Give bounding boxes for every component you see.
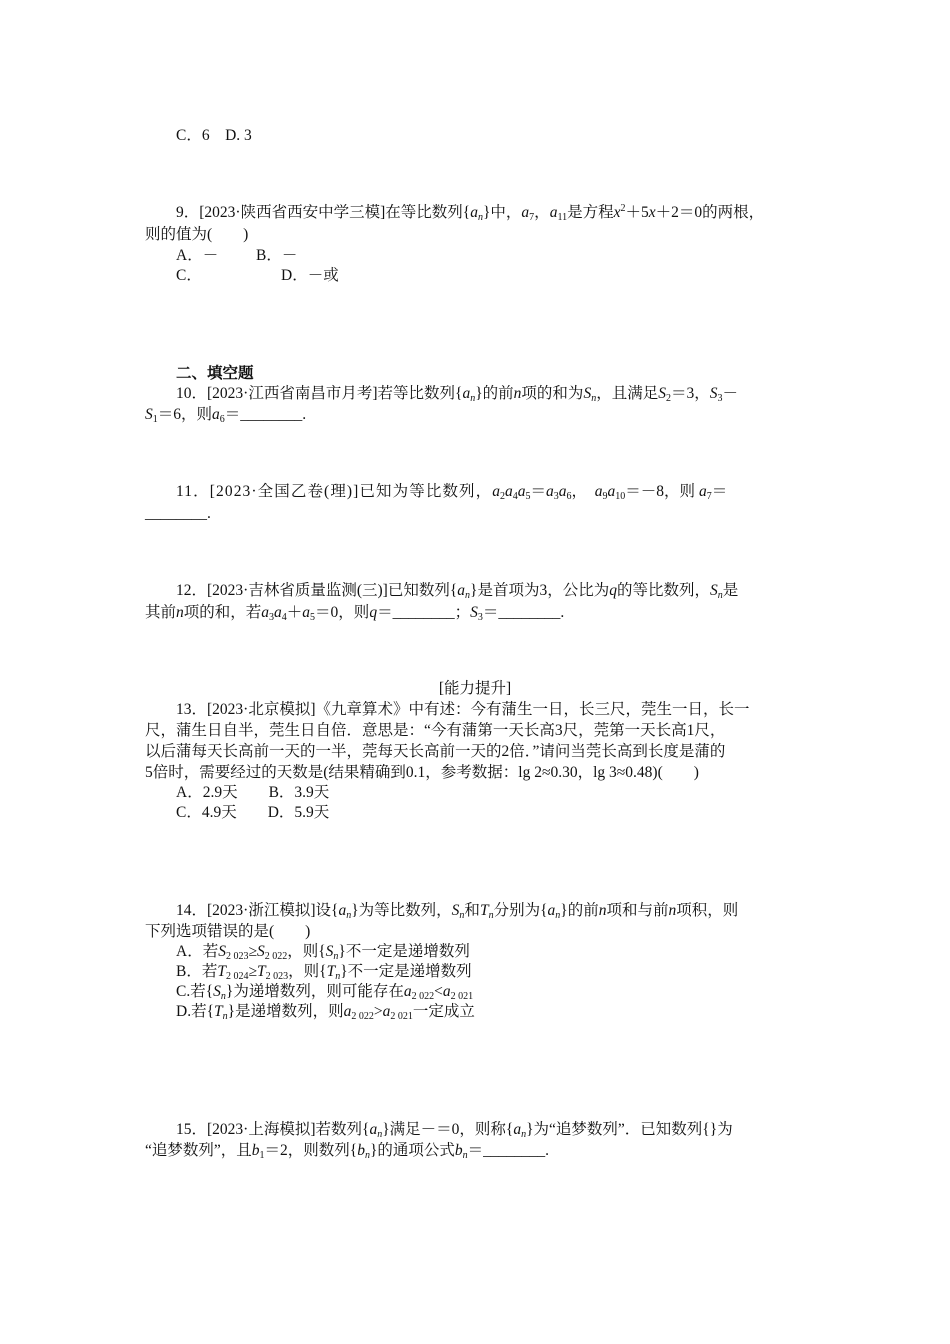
q9-text: ＋2＝0的两根， xyxy=(655,204,765,221)
var: a xyxy=(547,902,556,919)
sub: n xyxy=(521,1129,527,1140)
q11-number: 11． xyxy=(176,483,210,500)
sub: n xyxy=(462,1150,468,1161)
sub: 3 xyxy=(269,612,275,623)
q12-text: 已知数列{ xyxy=(387,582,458,599)
q10-line1 xyxy=(176,384,738,404)
var: a xyxy=(462,385,471,402)
sub: n xyxy=(488,910,494,921)
var: a xyxy=(343,1003,352,1020)
var: a xyxy=(302,604,311,621)
q14-text: }为递增数列，则可能存在 xyxy=(225,983,404,1000)
q11-text: ＝－8，则 xyxy=(625,483,696,500)
var: T xyxy=(479,902,489,919)
q15-source: [2023·上海模拟] xyxy=(207,1121,316,1138)
var: a xyxy=(558,483,567,500)
q14-line2: 下列选项错误的是( ) xyxy=(145,923,311,940)
q12-text: ＋ xyxy=(286,604,303,621)
q14-source: [2023·浙江模拟] xyxy=(207,902,316,919)
q14-option-b xyxy=(176,962,472,982)
q15-text: }为“追梦数列”．已知数列{}为 xyxy=(526,1121,733,1138)
q11-text: ＝ xyxy=(530,483,547,500)
q14-text: }的前 xyxy=(560,902,599,919)
sub: 2 023 xyxy=(265,971,289,982)
q14-text: 设{ xyxy=(315,902,339,919)
var: x xyxy=(613,204,621,221)
var: S xyxy=(145,406,153,423)
q15-text: }满足－＝0，则称{ xyxy=(382,1121,514,1138)
var: a xyxy=(457,582,466,599)
q14-option-a xyxy=(176,942,470,962)
var: S xyxy=(470,604,478,621)
var: a xyxy=(546,483,554,500)
q12-text: 是 xyxy=(722,582,739,599)
var: a xyxy=(594,483,603,500)
var: a xyxy=(492,483,501,500)
var: n xyxy=(176,604,184,621)
q14-text: }是递增数列，则 xyxy=(227,1003,344,1020)
sub: 2 022 xyxy=(351,1011,374,1022)
var: a xyxy=(698,483,707,500)
q9-option-d: D．－或 xyxy=(281,267,339,284)
q9-line1 xyxy=(176,203,764,223)
var: q xyxy=(609,582,617,599)
q14-text: 和 xyxy=(464,902,480,919)
var: a xyxy=(607,483,616,500)
sub: 7 xyxy=(706,491,712,502)
sub: 6 xyxy=(566,491,572,502)
q10-text: － xyxy=(722,385,738,402)
q9-text: ＋5 xyxy=(625,204,649,221)
q15-blank: ＝________. xyxy=(467,1142,550,1159)
q10-text: ＝6，则 xyxy=(157,406,213,423)
q9-option-c: C． xyxy=(176,267,202,284)
var: a xyxy=(521,204,530,221)
sub: 9 xyxy=(602,491,608,502)
q11-text: 已知为等比数列， xyxy=(359,483,493,500)
sub: n xyxy=(364,1150,370,1161)
sub: 1 xyxy=(259,1150,265,1161)
q10-text: ＝3， xyxy=(670,385,710,402)
q15-text: “追梦数列”，且 xyxy=(145,1142,252,1159)
var: n xyxy=(598,902,607,919)
var: a xyxy=(403,983,412,1000)
q10-text: }的前 xyxy=(475,385,514,402)
var: a xyxy=(369,1121,378,1138)
sub: n xyxy=(346,910,352,921)
var: n xyxy=(513,385,522,402)
q14-text: }不一定是递增数列 xyxy=(338,943,470,960)
sub: n xyxy=(465,590,471,601)
q14-text: C.若{ xyxy=(176,983,214,1000)
q14-text: B．若 xyxy=(176,963,218,980)
q12-text: ＝0，则 xyxy=(315,604,370,621)
q8-options-cd: C．6 D. 3 xyxy=(176,127,252,144)
sub: n xyxy=(377,1129,383,1140)
q12-source: [2023·吉林省质量监测(三)] xyxy=(207,582,388,599)
q13-options-ab: A．2.9天 B．3.9天 xyxy=(176,784,330,801)
sub: n xyxy=(333,951,339,962)
sub: n xyxy=(717,590,723,601)
q13-line2: 尺，蒲生日自半，莞生日自倍．意思是：“今有蒲第一天长高3尺，莞第一天长高1尺， xyxy=(145,722,726,739)
var: S xyxy=(658,385,666,402)
var: S xyxy=(451,902,460,919)
sub: 2 022 xyxy=(411,991,435,1002)
q11-text: ＝ xyxy=(711,483,728,500)
var: S xyxy=(213,983,221,1000)
sub: 2 021 xyxy=(450,991,474,1002)
q15-text: 若数列{ xyxy=(315,1121,370,1138)
var: T xyxy=(214,1003,223,1020)
var: a xyxy=(470,204,478,221)
var: a xyxy=(212,406,220,423)
var: S xyxy=(325,943,334,960)
var: T xyxy=(217,963,226,980)
sub: 2 023 xyxy=(225,951,249,962)
sub: n xyxy=(591,393,597,404)
section-title-fill-in: 二、填空题 xyxy=(176,365,254,382)
var: S xyxy=(256,943,265,960)
sub: 5 xyxy=(525,491,531,502)
sub: n xyxy=(470,393,476,404)
q9-text: 在等比数列{ xyxy=(385,204,471,221)
sub: n xyxy=(459,910,465,921)
sub: 2 xyxy=(500,491,506,502)
var: T xyxy=(326,963,336,980)
var: S xyxy=(710,582,718,599)
q14-text: 项和与前 xyxy=(606,902,669,919)
q14-text: D.若{ xyxy=(176,1003,215,1020)
q14-text: < xyxy=(434,983,443,1000)
q10-text: ，且满足 xyxy=(596,385,659,402)
q14-text: ≥ xyxy=(248,963,257,980)
var: b xyxy=(251,1142,260,1159)
q9-option-b: B．－ xyxy=(256,247,298,264)
sub: 6 xyxy=(219,414,225,425)
sub: 5 xyxy=(310,612,316,623)
q13-number: 13． xyxy=(176,701,208,718)
sub: n xyxy=(335,971,341,982)
q9-text: }中， xyxy=(482,204,522,221)
q14-text: A．若 xyxy=(176,943,219,960)
var: a xyxy=(442,983,451,1000)
q14-option-d xyxy=(176,1002,475,1022)
sub: 4 xyxy=(281,612,287,623)
var: b xyxy=(357,1142,365,1159)
q13-line1 xyxy=(176,700,750,720)
sub: 3 xyxy=(477,612,483,623)
q12-number: 12． xyxy=(176,582,208,599)
q15-line2 xyxy=(145,1141,549,1161)
q13-line4: 5倍时，需要经过的天数是(结果精确到0.1，参考数据：lg 2≈0.30，lg 3≈0.48)( ) xyxy=(145,764,699,781)
var: a xyxy=(513,1121,522,1138)
q10-blank: ＝________. xyxy=(224,406,307,423)
var: a xyxy=(274,604,282,621)
sub: 7 xyxy=(529,212,535,223)
var: S xyxy=(218,943,226,960)
q15-line1 xyxy=(176,1120,733,1140)
q9-option-a: A．－ xyxy=(176,247,219,264)
q9-number: 9． xyxy=(176,204,200,221)
q14-text: ，则{ xyxy=(287,943,326,960)
q14-line1 xyxy=(176,901,738,921)
q15-text: ＝2，则数列{ xyxy=(264,1142,358,1159)
q13-source: [2023·北京模拟] xyxy=(207,701,316,718)
sub: 2 022 xyxy=(264,951,288,962)
sub: 3 xyxy=(717,393,723,404)
sub: 2 021 xyxy=(390,1011,413,1022)
var: n xyxy=(668,902,677,919)
q14-text: > xyxy=(373,1003,383,1020)
q13-options-cd: C．4.9天 D．5.9天 xyxy=(176,804,330,821)
sub: 3 xyxy=(553,491,559,502)
q12-text: 项的和，若 xyxy=(183,604,262,621)
sub: 11 xyxy=(557,212,568,223)
sub: n xyxy=(220,991,226,1002)
var: a xyxy=(261,604,270,621)
var: T xyxy=(256,963,266,980)
q10-text: 项的和为 xyxy=(521,385,584,402)
q12-text: 的等比数列， xyxy=(616,582,710,599)
var: a xyxy=(338,902,347,919)
sup: 2 xyxy=(620,203,626,214)
var: a xyxy=(517,483,526,500)
var: a xyxy=(382,1003,391,1020)
q10-line2 xyxy=(145,405,306,425)
q9-text: ， xyxy=(534,204,550,221)
q9-text: 是方程 xyxy=(567,204,614,221)
q9-source: [2023·陕西省西安中学三模] xyxy=(199,204,386,221)
var: S xyxy=(583,385,592,402)
var: S xyxy=(709,385,718,402)
sub: n xyxy=(222,1011,228,1022)
q9-line2: 则的值为( ) xyxy=(145,226,249,243)
q10-text: 若等比数列{ xyxy=(377,385,463,402)
sub: n xyxy=(477,212,483,223)
q14-text: }不一定是递增数列 xyxy=(340,963,472,980)
sub: 1 xyxy=(152,414,158,425)
var: a xyxy=(505,483,513,500)
q13-text: 《九章算术》中有述：今有蒲生一日，长三尺，莞生一日，长一 xyxy=(315,701,750,718)
q10-number: 10． xyxy=(176,385,208,402)
q10-source: [2023·江西省南昌市月考] xyxy=(207,385,378,402)
q14-text: }为等比数列， xyxy=(351,902,452,919)
q14-text: ≥ xyxy=(248,943,257,960)
q12-text: }是首项为3，公比为 xyxy=(470,582,610,599)
q12-blank: ＝________. xyxy=(482,604,565,621)
q14-number: 14． xyxy=(176,902,208,919)
q12-blank: ＝________； xyxy=(377,604,471,621)
sub: 4 xyxy=(512,491,518,502)
q13-line3: 以后蒲每天长高前一天的一半，莞每天长高前一天的2倍．”请问当莞长高到长度是蒲的 xyxy=(145,743,726,760)
q11-text: ， xyxy=(571,483,588,500)
sub: 10 xyxy=(615,491,626,502)
var: x xyxy=(648,204,656,221)
q14-text: 一定成立 xyxy=(412,1003,475,1020)
q12-line2 xyxy=(145,603,564,623)
q12-text: 其前 xyxy=(145,604,177,621)
q14-text: ，则{ xyxy=(288,963,327,980)
var: b xyxy=(454,1142,463,1159)
sub: n xyxy=(555,910,561,921)
q14-text: 项积，则 xyxy=(676,902,739,919)
sub: 2 024 xyxy=(225,971,249,982)
q12-line1 xyxy=(176,581,738,601)
sub: 2 xyxy=(665,393,671,404)
q11-line1 xyxy=(176,482,727,502)
q11-source: [2023·全国乙卷(理)] xyxy=(209,483,360,500)
q11-blank: ________. xyxy=(145,505,211,522)
var: q xyxy=(369,604,378,621)
var: a xyxy=(549,204,558,221)
q14-text: 分别为{ xyxy=(493,902,548,919)
q15-text: }的通项公式 xyxy=(369,1142,455,1159)
section-title-ability: [能力提升] xyxy=(438,680,512,697)
q14-option-c xyxy=(176,982,473,1002)
q15-number: 15． xyxy=(176,1121,208,1138)
